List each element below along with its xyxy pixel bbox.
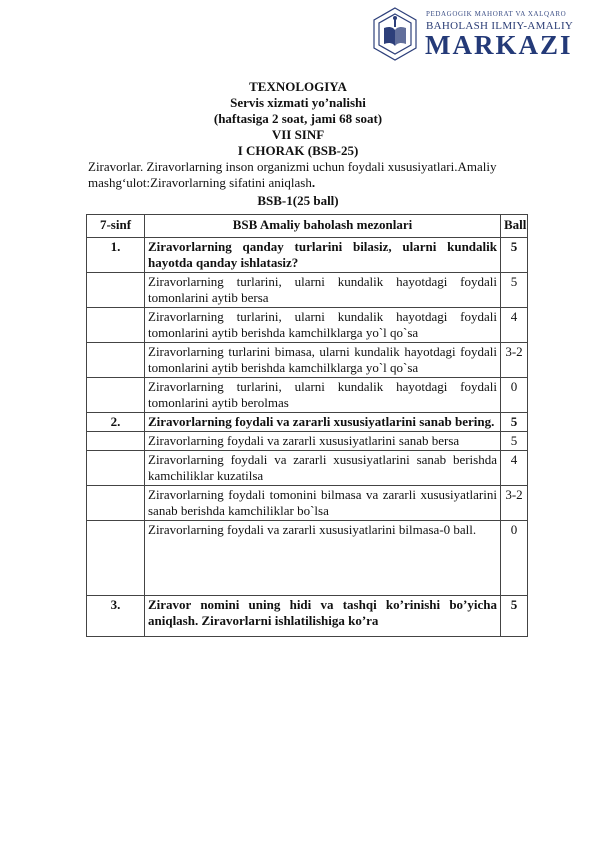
subject-title: TEXNOLOGIYA xyxy=(249,79,347,94)
criterion-text: Ziravorlarning foydali va zararli xususiyatlarini bilmasa-0 ball. xyxy=(145,521,501,596)
row-ball: 0 xyxy=(501,521,528,596)
header-grade: 7-sinf xyxy=(87,215,145,238)
table-row xyxy=(87,273,528,308)
table-row xyxy=(87,451,528,486)
topic-text: Ziravorlar. Ziravorlarning inson organizmi uchun foydali xususiyatlari.Amaliy mashg‘ulot:Ziravorlarning sifatini aniqlash xyxy=(88,159,497,190)
row-ball: 0 xyxy=(501,378,528,413)
row-ball: 3-2 xyxy=(501,343,528,378)
logo-subtitle-2: BAHOLASH ILMIY-AMALIY xyxy=(426,20,574,32)
row-number xyxy=(87,451,145,486)
topic-end: . xyxy=(311,175,316,190)
table-row xyxy=(87,238,528,273)
logo-subtitle-1: PEDAGOGIK MAHORAT VA XALQARO xyxy=(426,10,567,18)
book-emblem-icon xyxy=(370,6,420,62)
table-row xyxy=(87,413,528,432)
row-number xyxy=(87,378,145,413)
topic-intro xyxy=(88,159,528,191)
question-text: Ziravor nomini uning hidi va tashqi ko’rinishi bo’yicha aniqlash. Ziravorlarni ishlatilishiga ko’ra xyxy=(145,596,501,637)
row-number xyxy=(87,308,145,343)
row-number: 1. xyxy=(87,238,145,273)
table-row xyxy=(87,596,528,637)
bsb-title: BSB-1(25 ball) xyxy=(257,193,339,208)
row-ball: 4 xyxy=(501,308,528,343)
table-row xyxy=(87,432,528,451)
criterion-text: Ziravorlarning turlarini, ularni kundalik hayotdagi foydali tomonlarini aytib berishda kamchilklarga yo`l qo`sa xyxy=(145,308,501,343)
row-number xyxy=(87,343,145,378)
question-text: Ziravorlarning qanday turlarini bilasiz, ularni kundalik hayotda qanday ishlatasiz? xyxy=(145,238,501,273)
table-row xyxy=(87,486,528,521)
row-ball: 5 xyxy=(501,413,528,432)
criterion-text: Ziravorlarning foydali tomonini bilmasa va zararli xususiyatlarini sanab berishda kamchiliklar bo`lsa xyxy=(145,486,501,521)
logo-wordmark: MARKAZI xyxy=(425,30,573,60)
direction-title: Servis xizmati yo’nalishi xyxy=(230,95,366,110)
grade-title: VII SINF xyxy=(271,127,325,142)
row-ball: 5 xyxy=(501,238,528,273)
table-row xyxy=(87,378,528,413)
table-row xyxy=(87,521,528,596)
hours-note: (haftasiga 2 soat, jami 68 soat) xyxy=(213,111,383,126)
criterion-text: Ziravorlarning turlarini bimasa, ularni kundalik hayotdagi foydali tomonlarini aytib berishda kamchilklarga yo`l qo`sa xyxy=(145,343,501,378)
question-text: Ziravorlarning foydali va zararli xususiyatlarini sanab bering. xyxy=(145,413,501,432)
row-ball: 5 xyxy=(501,596,528,637)
criterion-text: Ziravorlarning foydali va zararli xususiyatlarini sanab berishda kamchiliklar kuzatilsa xyxy=(145,451,501,486)
header-ball: Ball xyxy=(501,215,528,238)
header-criteria: BSB Amaliy baholash mezonlari xyxy=(145,215,501,238)
table-header-row xyxy=(87,215,528,238)
criterion-text: Ziravorlarning turlarini, ularni kundalik hayotdagi foydali tomonlarini aytib berolmas xyxy=(145,378,501,413)
row-number xyxy=(87,432,145,451)
markazi-logo xyxy=(370,4,586,66)
row-number: 2. xyxy=(87,413,145,432)
row-ball: 5 xyxy=(501,273,528,308)
row-number xyxy=(87,486,145,521)
table-row xyxy=(87,308,528,343)
table-row xyxy=(87,343,528,378)
row-number xyxy=(87,521,145,596)
row-ball: 3-2 xyxy=(501,486,528,521)
criteria-table xyxy=(86,214,528,637)
row-number: 3. xyxy=(87,596,145,637)
criterion-text: Ziravorlarning foydali va zararli xususiyatlarini sanab bersa xyxy=(145,432,501,451)
quarter-title: I CHORAK (BSB-25) xyxy=(237,143,359,158)
criterion-text: Ziravorlarning turlarini, ularni kundalik hayotdagi foydali tomonlarini aytib bersa xyxy=(145,273,501,308)
row-number xyxy=(87,273,145,308)
row-ball: 5 xyxy=(501,432,528,451)
row-ball: 4 xyxy=(501,451,528,486)
